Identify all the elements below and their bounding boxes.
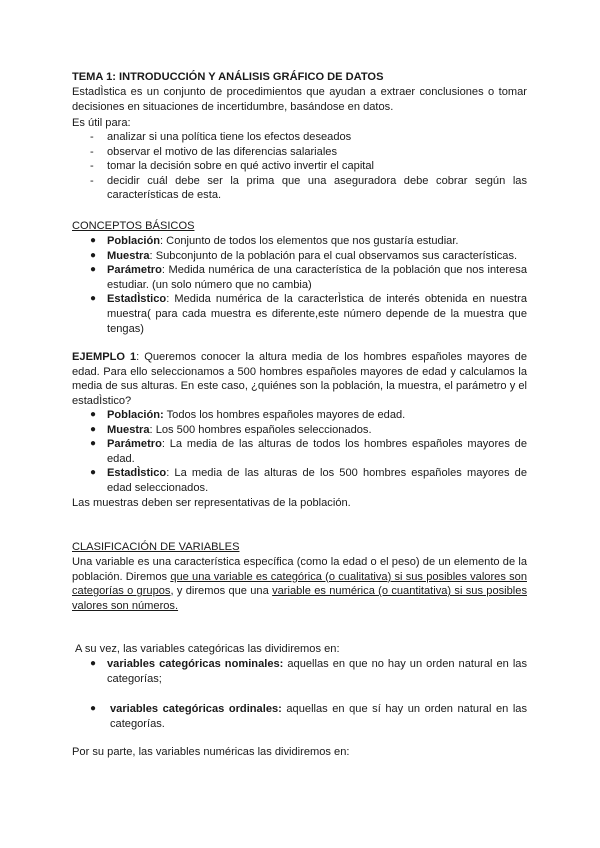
categorical-list bbox=[90, 657, 527, 731]
list-item bbox=[90, 249, 527, 264]
definition: : La media de las alturas de los 500 hombres españoles mayores de edad seleccionados. bbox=[107, 467, 527, 494]
definition: : Subconjunto de la población para el cual observamos sus características. bbox=[149, 249, 518, 262]
definition: Todos los hombres españoles mayores de edad. bbox=[163, 409, 406, 421]
example-list bbox=[90, 408, 527, 496]
definition: : Medida numérica de la caracterÌstica de interés obtenida en nuestra muestra( para cada muestra es diferente,este número depende de la muestra que tengas) bbox=[107, 293, 527, 335]
bullet-icon: ● bbox=[90, 264, 97, 276]
bullet-icon: ● bbox=[90, 703, 97, 715]
list-item bbox=[90, 466, 527, 495]
bullet-icon: ● bbox=[90, 658, 97, 669]
bullet-icon: ● bbox=[90, 423, 97, 435]
list-item bbox=[90, 263, 527, 292]
definition: : Los 500 hombres españoles seleccionados. bbox=[149, 423, 372, 436]
bullet-icon: ● bbox=[90, 409, 97, 420]
term: Población: bbox=[107, 409, 164, 421]
text: , y diremos que una bbox=[170, 585, 273, 598]
list-item bbox=[90, 408, 527, 423]
intro-line-1: EstadÌstica es un conjunto de procedimientos que ayudan a extraer conclusiones o tomar bbox=[72, 86, 527, 98]
list-item bbox=[90, 234, 527, 249]
list-item bbox=[90, 292, 527, 336]
bullet-icon: ● bbox=[90, 467, 97, 479]
example-paragraph bbox=[72, 350, 527, 408]
term: EstadÌstico bbox=[107, 467, 167, 480]
section-heading-conceptos: CONCEPTOS BÁSICOS bbox=[72, 220, 195, 232]
definition: : Medida numérica de una característica de la población que nos interesa estudiar. (un solo número que no cambia) bbox=[107, 264, 527, 291]
bullet-icon: ● bbox=[90, 235, 97, 246]
intro-line-2: decisiones en situaciones de incertidumbre, basándose en datos. bbox=[72, 101, 394, 113]
list-item bbox=[90, 423, 527, 438]
bullet-icon: ● bbox=[90, 249, 97, 261]
list-item bbox=[90, 657, 527, 686]
list-item bbox=[90, 437, 527, 466]
term: Población bbox=[107, 235, 161, 247]
list-item: - observar el motivo de las diferencias salariales bbox=[90, 145, 527, 160]
definition: aquellas en que sí hay un orden natural en las categorías. bbox=[110, 703, 528, 730]
term: Parámetro bbox=[107, 438, 162, 451]
term: Muestra bbox=[107, 423, 150, 436]
list-item: - analizar si una política tiene los efectos deseados bbox=[90, 130, 527, 145]
uses-intro: Es útil para: bbox=[72, 117, 131, 129]
list-item bbox=[90, 702, 527, 731]
example-closing: Las muestras deben ser representativas de la población. bbox=[72, 497, 351, 509]
uses-list bbox=[90, 130, 527, 203]
bullet-icon: ● bbox=[90, 293, 97, 305]
text: Una variable es una característica específica (como la edad o el peso) de un elemento de la población. Diremos bbox=[72, 556, 527, 583]
term: variables categóricas ordinales: bbox=[110, 703, 282, 716]
term: Parámetro bbox=[107, 264, 162, 277]
definition: : Conjunto de todos los elementos que nos gustaría estudiar. bbox=[160, 235, 459, 247]
list-item: - tomar la decisión sobre en qué activo invertir el capital bbox=[90, 159, 527, 174]
term: Muestra bbox=[107, 249, 150, 262]
categorical-definition: que una variable es categórica (o cualitativa) si sus posibles valores son categorías o grupos bbox=[72, 570, 527, 598]
definition: : La media de las alturas de todos los hombres españoles mayores de edad. bbox=[107, 438, 527, 465]
definition: aquellas en que no hay un orden natural en las categorías; bbox=[107, 658, 527, 685]
conceptos-list bbox=[90, 234, 527, 336]
bullet-icon: ● bbox=[90, 438, 97, 450]
variables-paragraph bbox=[72, 555, 527, 613]
term: variables categóricas nominales: bbox=[107, 658, 284, 670]
example-label: EJEMPLO 1 bbox=[72, 351, 137, 363]
page-title: TEMA 1: INTRODUCCIÓN Y ANÁLISIS GRÁFICO DE DATOS bbox=[72, 71, 384, 83]
term: EstadÌstico bbox=[107, 293, 167, 306]
categorical-intro: A su vez, las variables categóricas las dividiremos en: bbox=[75, 643, 340, 655]
example-text: : Queremos conocer la altura media de los hombres españoles mayores de edad. Para ello seleccionamos a 500 hombres españoles mayores de edad y calculamos la media de sus alturas. En este caso, ¿quiénes son la población, la muestra, el parámetro y el estadÌstico? bbox=[72, 351, 527, 407]
numeric-definition: variable es numérica (o cuantitativa) si sus posibles valores son números. bbox=[72, 585, 527, 612]
section-heading-clasificacion: CLASIFICACIÓN DE VARIABLES bbox=[72, 541, 240, 553]
list-item: - decidir cuál debe ser la prima que una aseguradora debe cobrar según las características de esta. bbox=[90, 174, 527, 203]
numeric-intro: Por su parte, las variables numéricas las dividiremos en: bbox=[72, 746, 350, 758]
